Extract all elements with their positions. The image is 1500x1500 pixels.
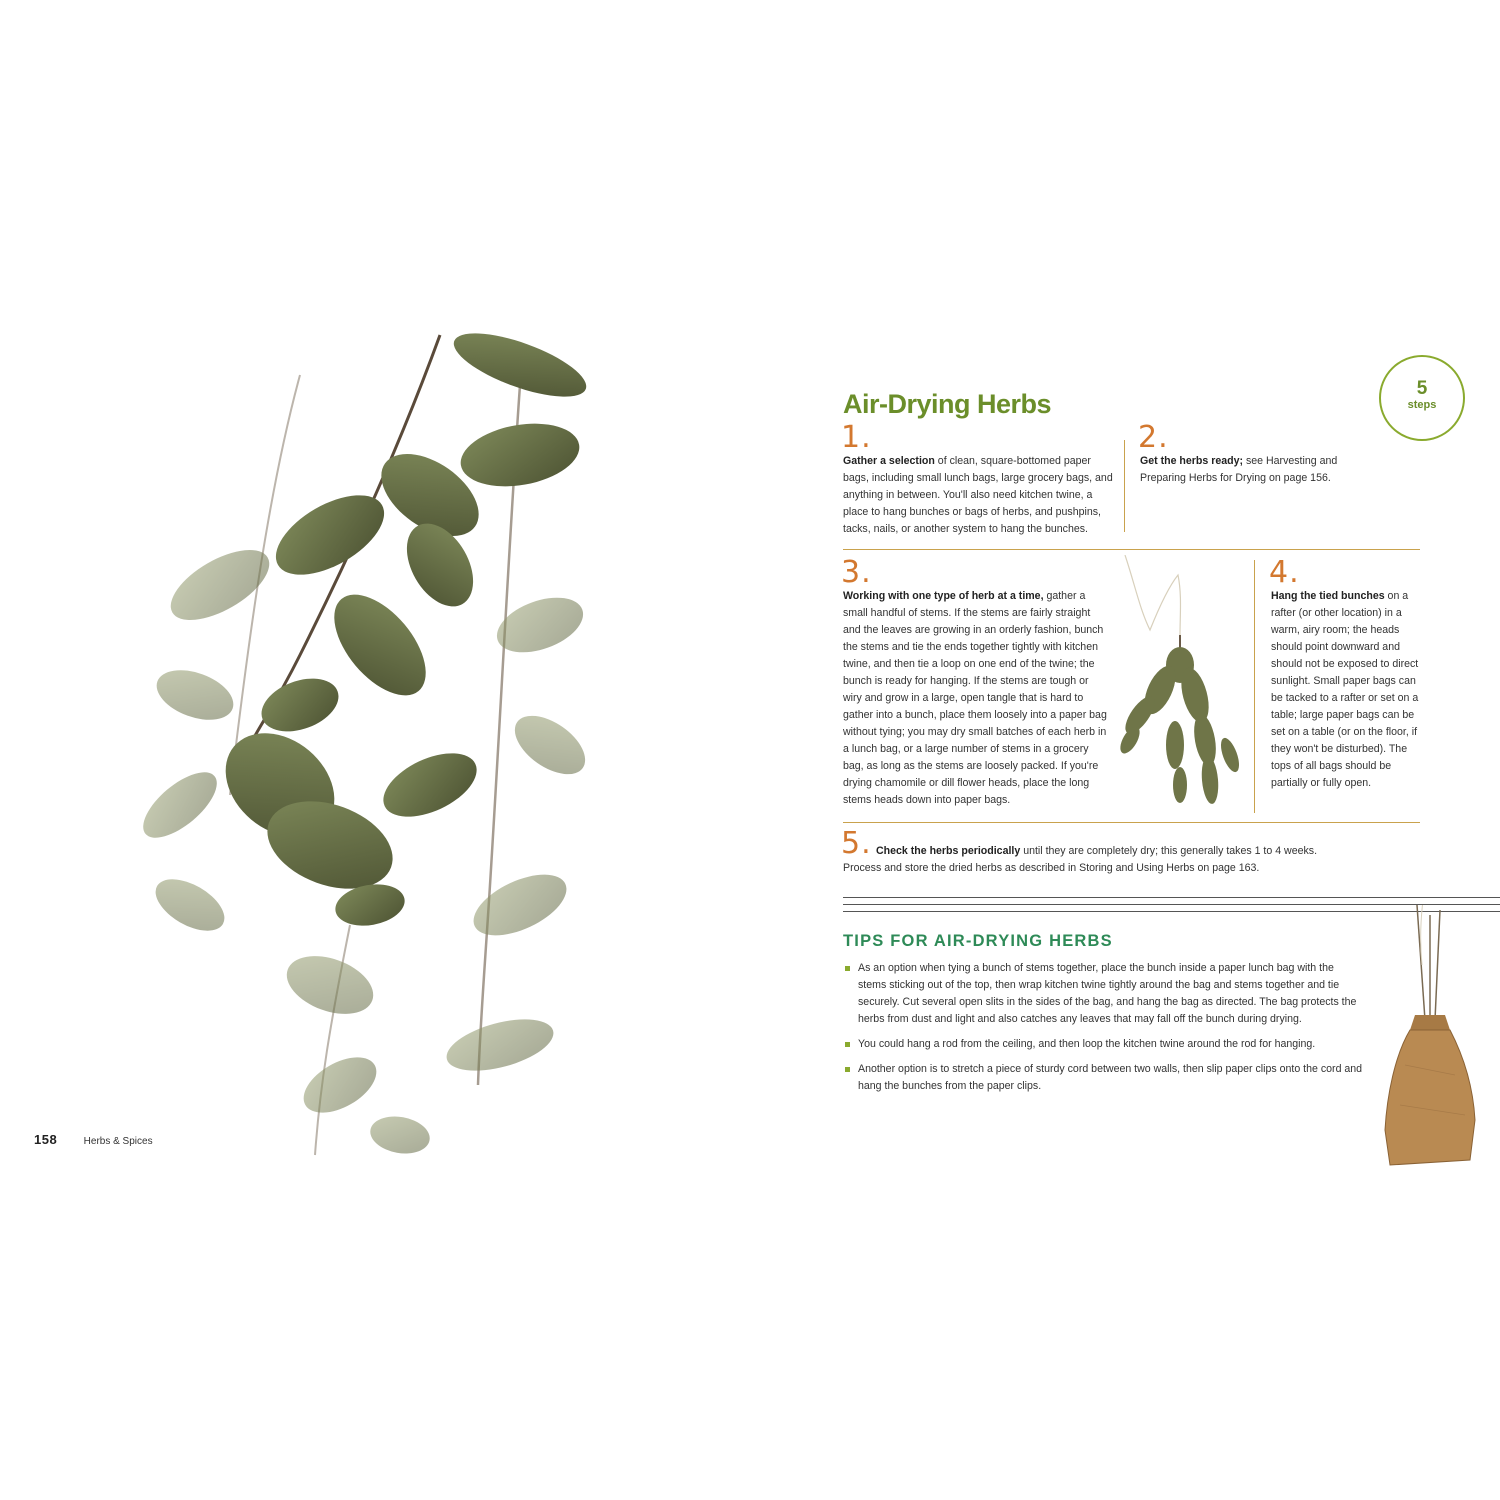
divider: [1124, 440, 1125, 532]
step-5-text: [876, 843, 1396, 860]
dried-herbs-photo: [100, 325, 620, 1165]
tips-heading: TIPS FOR AIR-DRYING HERBS: [843, 932, 1113, 950]
step-1-text: [843, 453, 1113, 538]
step-4-lead: Hang the tied bunches: [1271, 590, 1385, 602]
tip-text: Another option is to stretch a piece of sturdy cord between two walls, then slip paper clips onto the cord and hang the bunches from the paper clips.: [858, 1063, 1363, 1092]
step-5-number: 5.: [841, 826, 872, 861]
square-bullet-icon: [845, 966, 850, 971]
square-bullet-icon: [845, 1067, 850, 1072]
step-3-lead: Working with one type of herb at a time,: [843, 590, 1044, 602]
steps-count: 5: [1416, 378, 1428, 399]
step-5-body: until they are completely dry; this generally takes 1 to 4 weeks.: [1020, 845, 1318, 857]
step-4-number: 4.: [1269, 555, 1300, 590]
page-footer: [34, 1131, 153, 1149]
tip-item: [845, 1036, 1365, 1053]
step-1-lead: Gather a selection: [843, 455, 935, 467]
divider: [843, 549, 1420, 550]
steps-label: steps: [1407, 399, 1437, 411]
step-1-number: 1.: [841, 420, 872, 455]
step-4-text: [1271, 588, 1423, 792]
step-3-body: gather a small handful of stems. If the stems are fairly straight and the leaves are growing in an orderly fashion, bunch the stems and tie the ends together tightly with kitchen twine, and then tie a loop on one end of the twine; the bunch is ready for hanging. If the stems are tough or wiry and grow in a large, open tangle that is hard to gather into a bunch, place them loosely into a paper bag without tying; you may dry small batches of each herb in a lunch bag, or a large number of stems in a grocery bag, as long as the stems are loosely packed. If you're drying chamomile or dill flower heads, place the long stems heads down into paper bags.: [843, 590, 1107, 806]
step-2-lead: Get the herbs ready;: [1140, 455, 1244, 467]
step-3-text: [843, 588, 1109, 809]
steps-badge: [1379, 355, 1465, 441]
step-2-number: 2.: [1138, 420, 1169, 455]
step-2-text: [1140, 453, 1380, 487]
step-4-body: on a rafter (or other location) in a warm, airy room; the heads should point downward and should not be exposed to direct sunlight. Small paper bags can be tacked to a rafter or set on a table; large paper bags can be set on a table (or on the floor, if they won't be disturbed). The tops of all bags should be partially or fully open.: [1271, 590, 1419, 789]
step-5-lead: Check the herbs periodically: [876, 845, 1021, 857]
tip-text: You could hang a rod from the ceiling, and then loop the kitchen twine around the rod for hanging.: [858, 1038, 1316, 1050]
square-bullet-icon: [845, 1042, 850, 1047]
tip-item: [845, 1061, 1365, 1095]
tips-list: [845, 960, 1365, 1103]
step-1-body: of clean, square-bottomed paper bags, including small lunch bags, large grocery bags, and anything in between. You'll also need kitchen twine, a place to hang bunches or bags of herbs, and pushpins, tacks, nails, or another system to hang the bunches.: [843, 455, 1113, 535]
step-2-body: see Harvesting and Preparing Herbs for Drying on page 156.: [1140, 455, 1338, 484]
divider: [843, 822, 1420, 823]
divider: [843, 897, 1500, 898]
paper-bag-image: [1375, 905, 1485, 1170]
step-3-number: 3.: [841, 555, 872, 590]
running-head: Herbs & Spices: [83, 1136, 153, 1147]
herb-bunch-image: [1110, 555, 1255, 815]
tip-item: [845, 960, 1365, 1028]
page-title: Air-Drying Herbs: [843, 389, 1052, 419]
tip-text: As an option when tying a bunch of stems together, place the bunch inside a paper lunch bag with the stems sticking out of the top, then wrap kitchen twine tightly around the bag and stems together and tie securely. Cut several open slits in the sides of the bag, and hang the bag as directed. The bag protects the herbs from dust and light and also catches any leaves that may fall off the bunch during drying.: [858, 962, 1357, 1025]
page-number: 158: [34, 1132, 58, 1147]
divider: [1254, 560, 1255, 813]
step-5-text-continued: Process and store the dried herbs as described in Storing and Using Herbs on page 163.: [843, 862, 1260, 874]
